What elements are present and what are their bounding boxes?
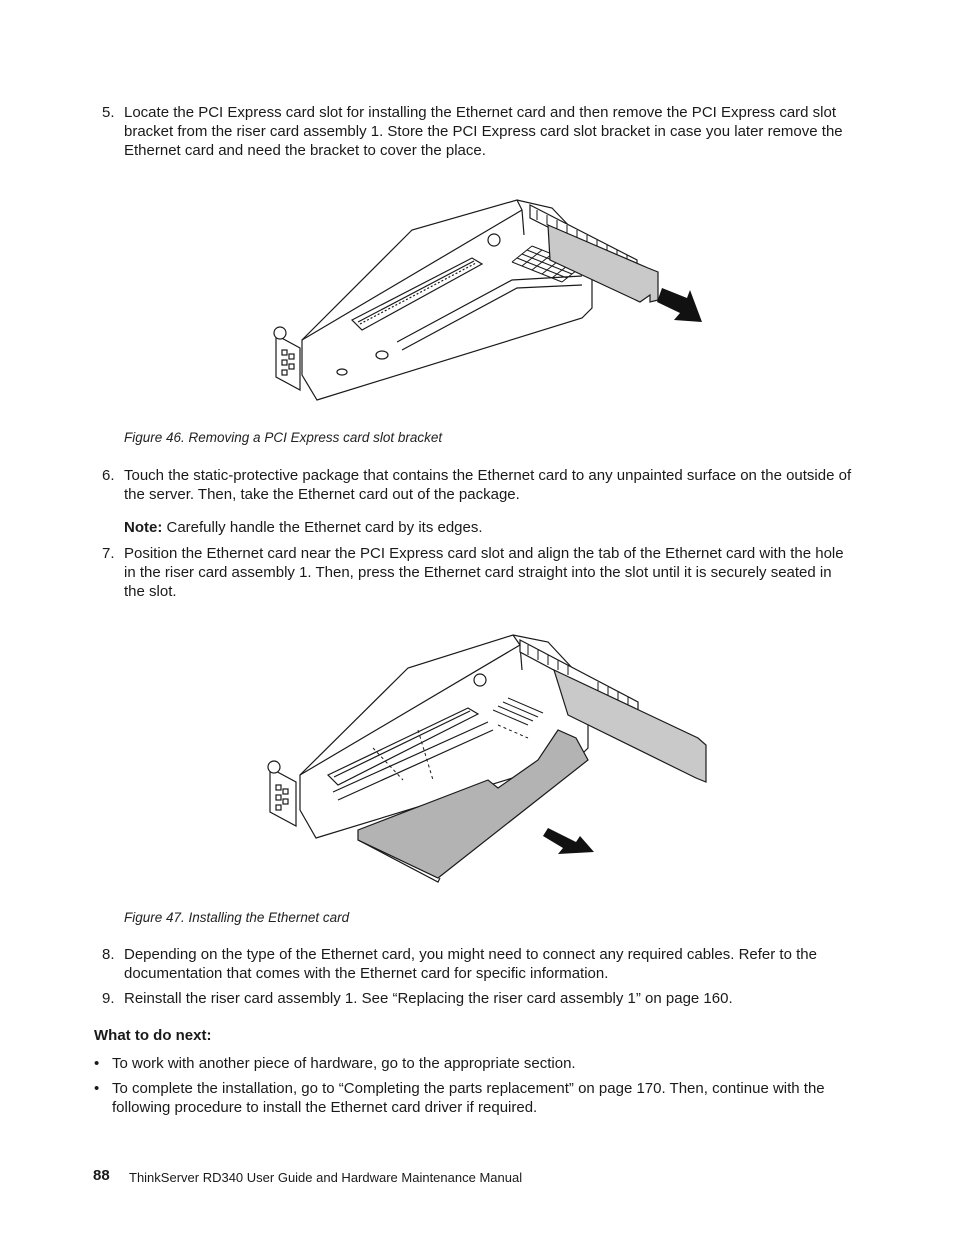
page-number: 88 — [93, 1167, 110, 1184]
step-text: Locate the PCI Express card slot for installing the Ethernet card and then remove the PCI Express card slot bracket from the riser card assembly 1. Store the PCI Express card slot bracket in case you later remove the Ethernet card and need the bracket to cover the place. — [124, 104, 843, 159]
footer-title: ThinkServer RD340 User Guide and Hardware Maintenance Manual — [129, 1170, 523, 1185]
bullet-marker: • — [94, 1055, 100, 1072]
bullet-marker: • — [94, 1080, 100, 1097]
figure-46-illustration — [262, 190, 712, 412]
step-number: 8. — [102, 946, 115, 963]
step-text: Position the Ethernet card near the PCI Express card slot and align the tab of the Ethernet card with the hole in the riser card assembly 1. Then, press the Ethernet card straight into the slot until it is securely seated in the slot. — [124, 545, 844, 600]
figure-47-caption: Figure 47. Installing the Ethernet card — [124, 910, 350, 925]
note-label: Note: — [124, 519, 163, 536]
what-to-do-next-heading: What to do next: — [94, 1027, 212, 1044]
step-text: Depending on the type of the Ethernet card, you might need to connect any required cables. Refer to the documentation that comes with the Ethernet card for specific information. — [124, 946, 817, 982]
step-number: 7. — [102, 545, 115, 562]
step-number: 6. — [102, 467, 115, 484]
bullet-text: To work with another piece of hardware, go to the appropriate section. — [112, 1055, 576, 1072]
step-number: 9. — [102, 990, 115, 1007]
figure-47-illustration — [258, 630, 713, 888]
figure-46-caption: Figure 46. Removing a PCI Express card slot bracket — [124, 430, 443, 445]
bullet-text: To complete the installation, go to “Completing the parts replacement” on page 170. Then, continue with the following procedure to install the Ethernet card driver if required. — [112, 1080, 825, 1116]
step-text: Reinstall the riser card assembly 1. See “Replacing the riser card assembly 1” on page 160. — [124, 990, 733, 1007]
step-number: 5. — [102, 104, 115, 121]
step-text: Touch the static-protective package that contains the Ethernet card to any unpainted surface on the outside of the server. Then, take the Ethernet card out of the package. — [124, 467, 852, 503]
note-text: Carefully handle the Ethernet card by its edges. — [166, 519, 483, 536]
note — [124, 518, 483, 537]
